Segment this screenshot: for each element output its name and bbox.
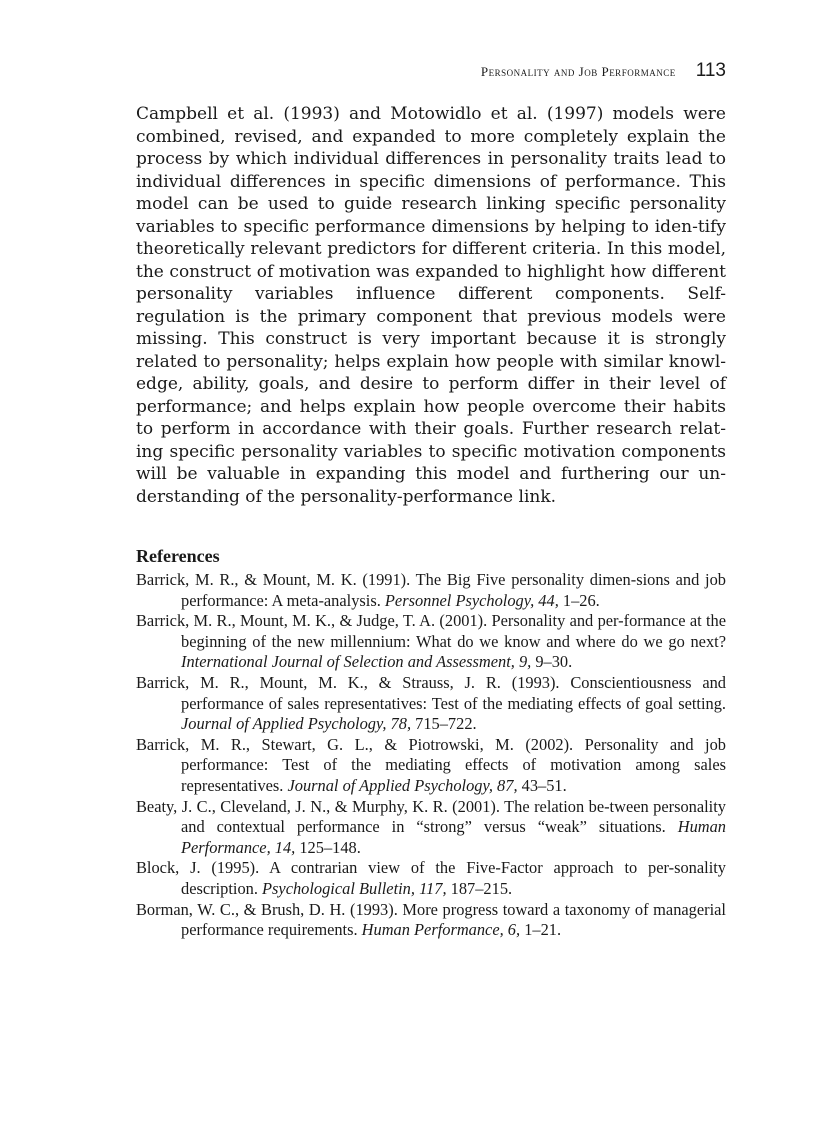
reference-entry: [136, 797, 726, 859]
reference-source: Human Performance, 14,: [181, 817, 726, 857]
reference-source: Journal of Applied Psychology, 78,: [181, 714, 412, 734]
reference-source: Human Performance, 6,: [361, 920, 521, 940]
reference-source: Psychological Bulletin, 117,: [262, 878, 447, 898]
references-heading: References: [136, 546, 220, 566]
reference-entry: [136, 673, 726, 735]
reference-authors-title: Borman, W. C., & Brush, D. H. (1993). More progress toward a taxonomy of managerial performance requirements.: [136, 899, 726, 940]
reference-pages: 43–51.: [517, 775, 567, 795]
running-head: [481, 60, 726, 82]
reference-entry: [136, 570, 726, 611]
reference-pages: 1–26.: [558, 590, 600, 610]
page-number: 113: [695, 60, 726, 81]
reference-authors-title: Block, J. (1995). A contrarian view of the Five-Factor approach to per-sonality description.: [136, 858, 726, 898]
reference-authors-title: Barrick, M. R., Mount, M. K., & Judge, T. A. (2001). Personality and per-formance at the beginning of the new millennium: What do we know and where do we go next?: [136, 611, 726, 651]
reference-authors-title: Beaty, J. C., Cleveland, J. N., & Murphy, K. R. (2001). The relation be-tween personality and contextual performance in “strong” versus “weak” situations.: [136, 796, 726, 837]
running-title: Personality and Job Performance: [480, 64, 676, 79]
reference-pages: 187–215.: [446, 878, 513, 898]
reference-entry: [136, 900, 726, 941]
reference-pages: 125–148.: [295, 837, 361, 857]
reference-entry: [136, 858, 726, 899]
reference-source: Journal of Applied Psychology, 87,: [287, 775, 518, 795]
reference-entry: [136, 735, 726, 797]
reference-source: Personnel Psychology, 44,: [384, 590, 559, 610]
reference-pages: 9–30.: [531, 652, 573, 672]
reference-authors-title: Barrick, M. R., & Mount, M. K. (1991). The Big Five personality dimen-sions and job performance: A meta-analysis.: [136, 570, 726, 610]
reference-authors-title: Barrick, M. R., Mount, M. K., & Strauss, J. R. (1993). Conscientiousness and performance of sales representatives: Test of the mediating effects of goal setting.: [136, 672, 726, 713]
reference-list: [136, 570, 726, 941]
reference-authors-title: Barrick, M. R., Stewart, G. L., & Piotrowski, M. (2002). Personality and job performance: Test of the mediating effects of motivation among sales representatives.: [136, 734, 726, 795]
reference-pages: 1–21.: [520, 920, 562, 940]
reference-pages: 715–722.: [411, 714, 477, 734]
reference-entry: [136, 611, 726, 673]
body-paragraph: Campbell et al. (1993) and Motowidlo et al. (1997) models were combined, revised, and expanded to more completely explain the process by which individual differences in personality traits lead to individual differences in specific dimensions of performance. This model can be used to guide research linking specific personality variables to specific performance dimensions by helping to iden-tify theoretically relevant predictors for different criteria. In this model, the construct of motivation was expanded to highlight how different personality variables influence different components. Self-regulation is the primary component that previous models were missing. This construct is very important because it is strongly related to personality; helps explain how people with similar knowl-edge, ability, goals, and desire to perform differ in their level of performance; and helps explain how people overcome their habits to perform in accordance with their goals. Further research relat-ing specific personality variables to specific motivation components will be valuable in expanding this model and furthering our un-derstanding of the personality-performance link.: [136, 104, 726, 507]
reference-source: International Journal of Selection and Assessment, 9,: [181, 652, 532, 672]
